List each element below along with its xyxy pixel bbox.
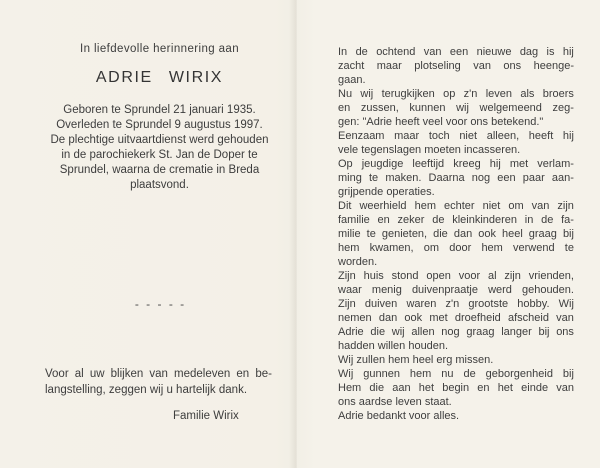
text-line: Geboren te Sprundel 21 januari 1935. (63, 104, 256, 116)
text-line: gen: "Adrie heeft veel voor ons betekend." (338, 116, 544, 128)
text-line: en zussen, kunnen wij welgemeend zeg- (338, 102, 574, 114)
text-line: Op jeugdige leeftijd kreeg hij met verlam- (338, 158, 574, 170)
text-line: worden. (338, 256, 378, 268)
text-line: ons aardse leven staat. (338, 396, 452, 408)
card-header-line: In liefdevolle herinnering aan (79, 43, 240, 55)
text-line: hem kwamen, om door hem verwend te (338, 242, 574, 254)
thanks-paragraph (45, 367, 272, 398)
text-line: Sprundel, waarna de crematie in Breda (59, 164, 260, 176)
text-line: Adrie bedankt voor alles. (338, 410, 460, 422)
text-line: plaatsvond. (130, 179, 189, 191)
text-line: grijpende operaties. (338, 186, 435, 198)
text-line: Overleden te Sprundel 9 augustus 1997. (56, 119, 263, 131)
text-line: milie te genieten, die dan ook heel graag bij (338, 228, 574, 240)
text-line: hadden willen houden. (338, 340, 449, 352)
left-page (0, 0, 297, 468)
text-line: Hem die aan het begin en het einde van (338, 382, 574, 394)
life-details-paragraph (22, 103, 297, 193)
text-line: ming te maken. Daarna nog een paar aan- (338, 172, 574, 184)
deceased-name: ADRIE WIRIX (95, 69, 224, 86)
dash-divider: - - - - - (134, 297, 185, 311)
text-line: Adrie die wij allen nog graag langer bij ons (338, 326, 574, 338)
text-line: In de ochtend van een nieuwe dag is hij (338, 46, 574, 58)
text-line: vele tegenslagen moeten incasseren. (338, 144, 521, 156)
text-line: Wij zullen hem heel erg missen. (338, 354, 494, 366)
text-line: De plechtige uitvaartdienst werd gehouden (50, 134, 269, 146)
text-line: Eenzaam maar toch niet alleen, heeft hij (338, 130, 574, 142)
text-line: Zijn duiven waren z'n grootste hobby. Wij (338, 298, 574, 310)
text-line: waar menig duivenpraatje werd gehouden. (338, 284, 574, 296)
text-line: langstelling, zeggen wij u hartelijk dank. (45, 383, 248, 396)
text-line: Wij gunnen hem nu de geborgenheid bij (338, 368, 574, 380)
text-line: Dit weerhield hem echter niet om van zijn (338, 200, 574, 212)
text-line: familie en zeker de kleinkinderen in de fa- (338, 214, 574, 226)
right-page (297, 0, 600, 468)
text-line: Voor al uw blijken van medeleven en be- (45, 368, 272, 380)
memorial-text-paragraphs (338, 45, 574, 423)
text-line: Zijn huis stond open voor al zijn vrienden, (338, 270, 574, 282)
text-line: gaan. (338, 74, 366, 86)
family-signature: Familie Wirix (173, 410, 239, 422)
text-line: zacht maar plotseling van ons heenge- (338, 60, 574, 72)
text-line: Nu wij terugkijken op z'n leven als broers (338, 88, 574, 100)
text-line: nemen dan ook met droefheid afscheid van (338, 312, 574, 324)
text-line: in de parochiekerk St. Jan de Doper te (61, 149, 258, 161)
